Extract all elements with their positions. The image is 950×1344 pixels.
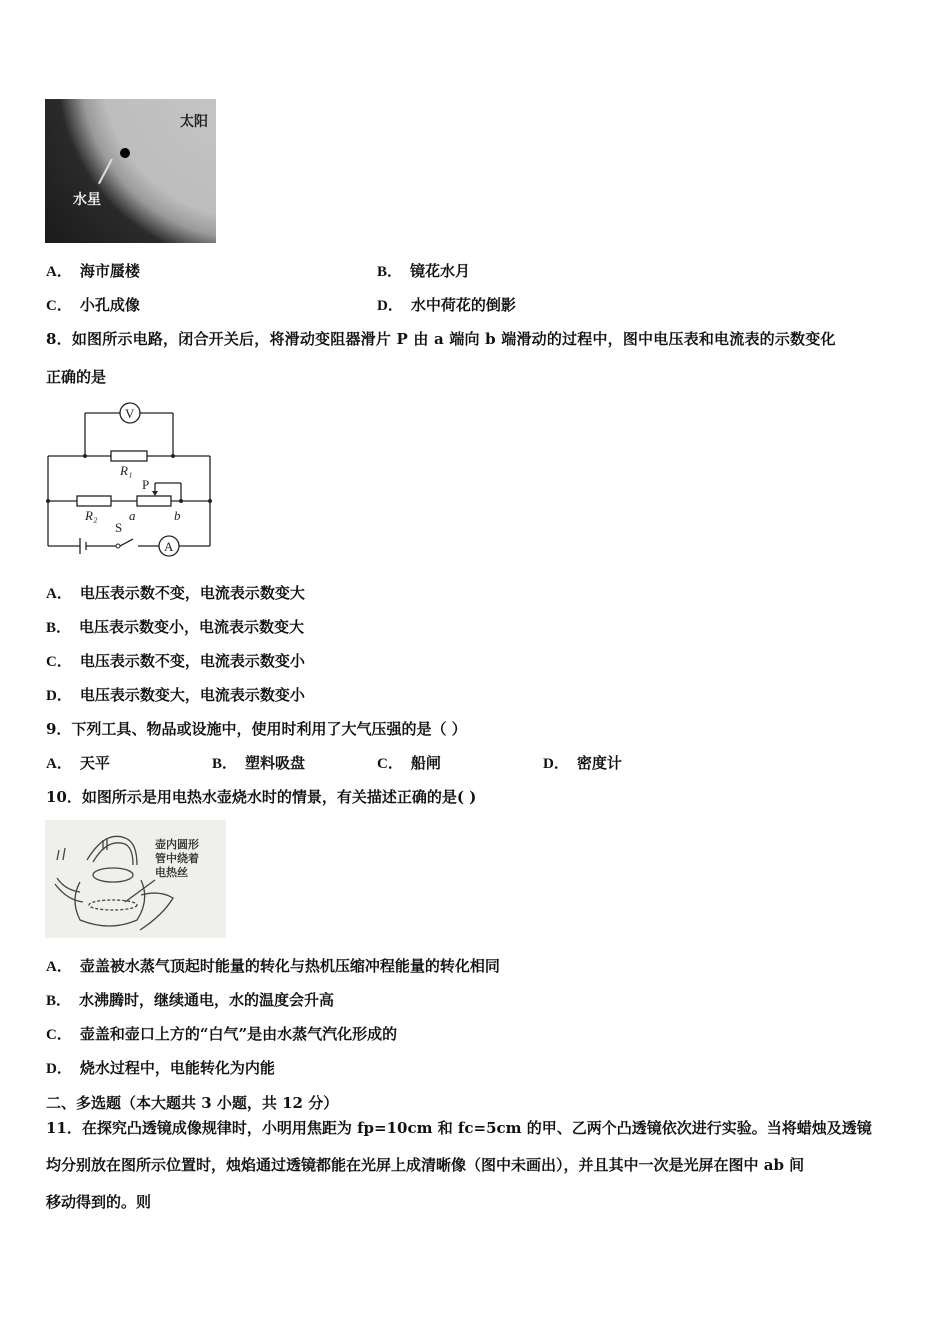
q7-option-a [46,261,140,282]
q8-stem-line2: 正确的是 [46,368,107,386]
end-a-label: a [129,508,136,523]
q10-option-a [46,956,500,977]
voltmeter-label: V [125,406,135,421]
option-text: 烧水过程中，电能转化为内能 [79,1059,275,1077]
q11-stem-line3: 移动得到的。则 [46,1193,152,1211]
kettle-annotation [155,838,199,880]
r1-label: R₁ [120,463,133,478]
switch-label: S [115,520,123,535]
ammeter-label: A [164,539,174,554]
option-text: 塑料吸盘 [245,754,306,772]
mercury-label: 水星 [73,192,101,208]
option-key: C． [46,654,72,670]
q8-option-c [46,651,305,672]
r2-label: R₂ [85,508,98,523]
option-text: 海市蜃楼 [79,262,140,280]
kettle-annotation-line: 壶内圆形 [155,838,199,851]
option-key: B． [46,620,72,636]
section-heading: 二、多选题（本大题共 3 小题，共 12 分） [46,1094,339,1112]
mercury-pointer [98,159,113,185]
q9-stem: 9．下列工具、物品或设施中，使用时利用了大气压强的是（ ） [46,720,467,738]
option-key: D． [377,298,403,314]
q8-option-a [46,583,305,604]
sun-label: 太阳 [180,114,208,130]
option-text: 壶盖被水蒸气顶起时能量的转化与热机压缩冲程能量的转化相同 [79,957,500,975]
option-text: 电压表示数不变，电流表示数变小 [79,652,305,670]
sun-mercury-photo [45,99,216,243]
kettle-figure [45,820,226,938]
option-key: C． [46,1027,72,1043]
q10-option-b [46,990,334,1011]
q9-option-a [46,753,110,774]
q10-option-d [46,1058,275,1079]
q10-stem: 10．如图所示是用电热水壶烧水时的情景，有关描述正确的是( ) [46,788,477,806]
q8-option-d [46,685,305,706]
option-key: D． [46,1061,72,1077]
q10-option-c [46,1024,397,1045]
option-key: B． [46,993,72,1009]
slider-p-label: P [142,477,150,492]
option-text: 壶盖和壶口上方的“白气”是由水蒸气汽化形成的 [79,1025,398,1043]
q9-option-c [377,753,441,774]
q7-option-b [377,261,470,282]
end-b-label: b [174,508,181,523]
option-key: A． [46,756,72,772]
option-text: 电压表示数不变，电流表示数变大 [79,584,305,602]
option-text: 水中荷花的倒影 [410,296,516,314]
q9-option-d [543,753,622,774]
q11-stem-line1: 11．在探究凸透镜成像规律时，小明用焦距为 fp=10cm 和 fc=5cm 的甲、乙两个凸透镜依次进行实验。当将蜡烛及透镜 [46,1119,872,1137]
kettle-annotation-line: 电热丝 [155,866,188,879]
q7-option-d [377,295,516,316]
option-text: 水沸腾时，继续通电，水的温度会升高 [79,991,335,1009]
option-text: 船闸 [410,754,441,772]
q7-option-c [46,295,140,316]
q8-option-b [46,617,304,638]
option-text: 天平 [79,754,110,772]
option-key: B． [212,756,238,772]
option-key: A． [46,264,72,280]
option-key: A． [46,959,72,975]
mercury-dot [120,148,130,158]
kettle-annotation-line: 管中绕着 [155,852,199,865]
option-text: 电压表示数变大，电流表示数变小 [79,686,305,704]
option-key: D． [543,756,569,772]
option-text: 电压表示数变小，电流表示数变大 [79,618,305,636]
circuit-diagram [45,398,215,558]
q11-stem-line2: 均分别放在图所示位置时，烛焰通过透镜都能在光屏上成清晰像（图中未画出），并且其中一次是光屏在图中 ab 间 [46,1156,805,1174]
q8-stem-line1: 8．如图所示电路，闭合开关后，将滑动变阻器滑片 P 由 a 端向 b 端滑动的过程中，图中电压表和电流表的示数变化 [46,330,836,348]
option-text: 小孔成像 [79,296,140,314]
option-key: C． [46,298,72,314]
option-text: 密度计 [576,754,622,772]
option-key: A． [46,586,72,602]
option-key: D． [46,688,72,704]
option-key: B． [377,264,403,280]
option-text: 镜花水月 [410,262,471,280]
q9-option-b [212,753,305,774]
option-key: C． [377,756,403,772]
